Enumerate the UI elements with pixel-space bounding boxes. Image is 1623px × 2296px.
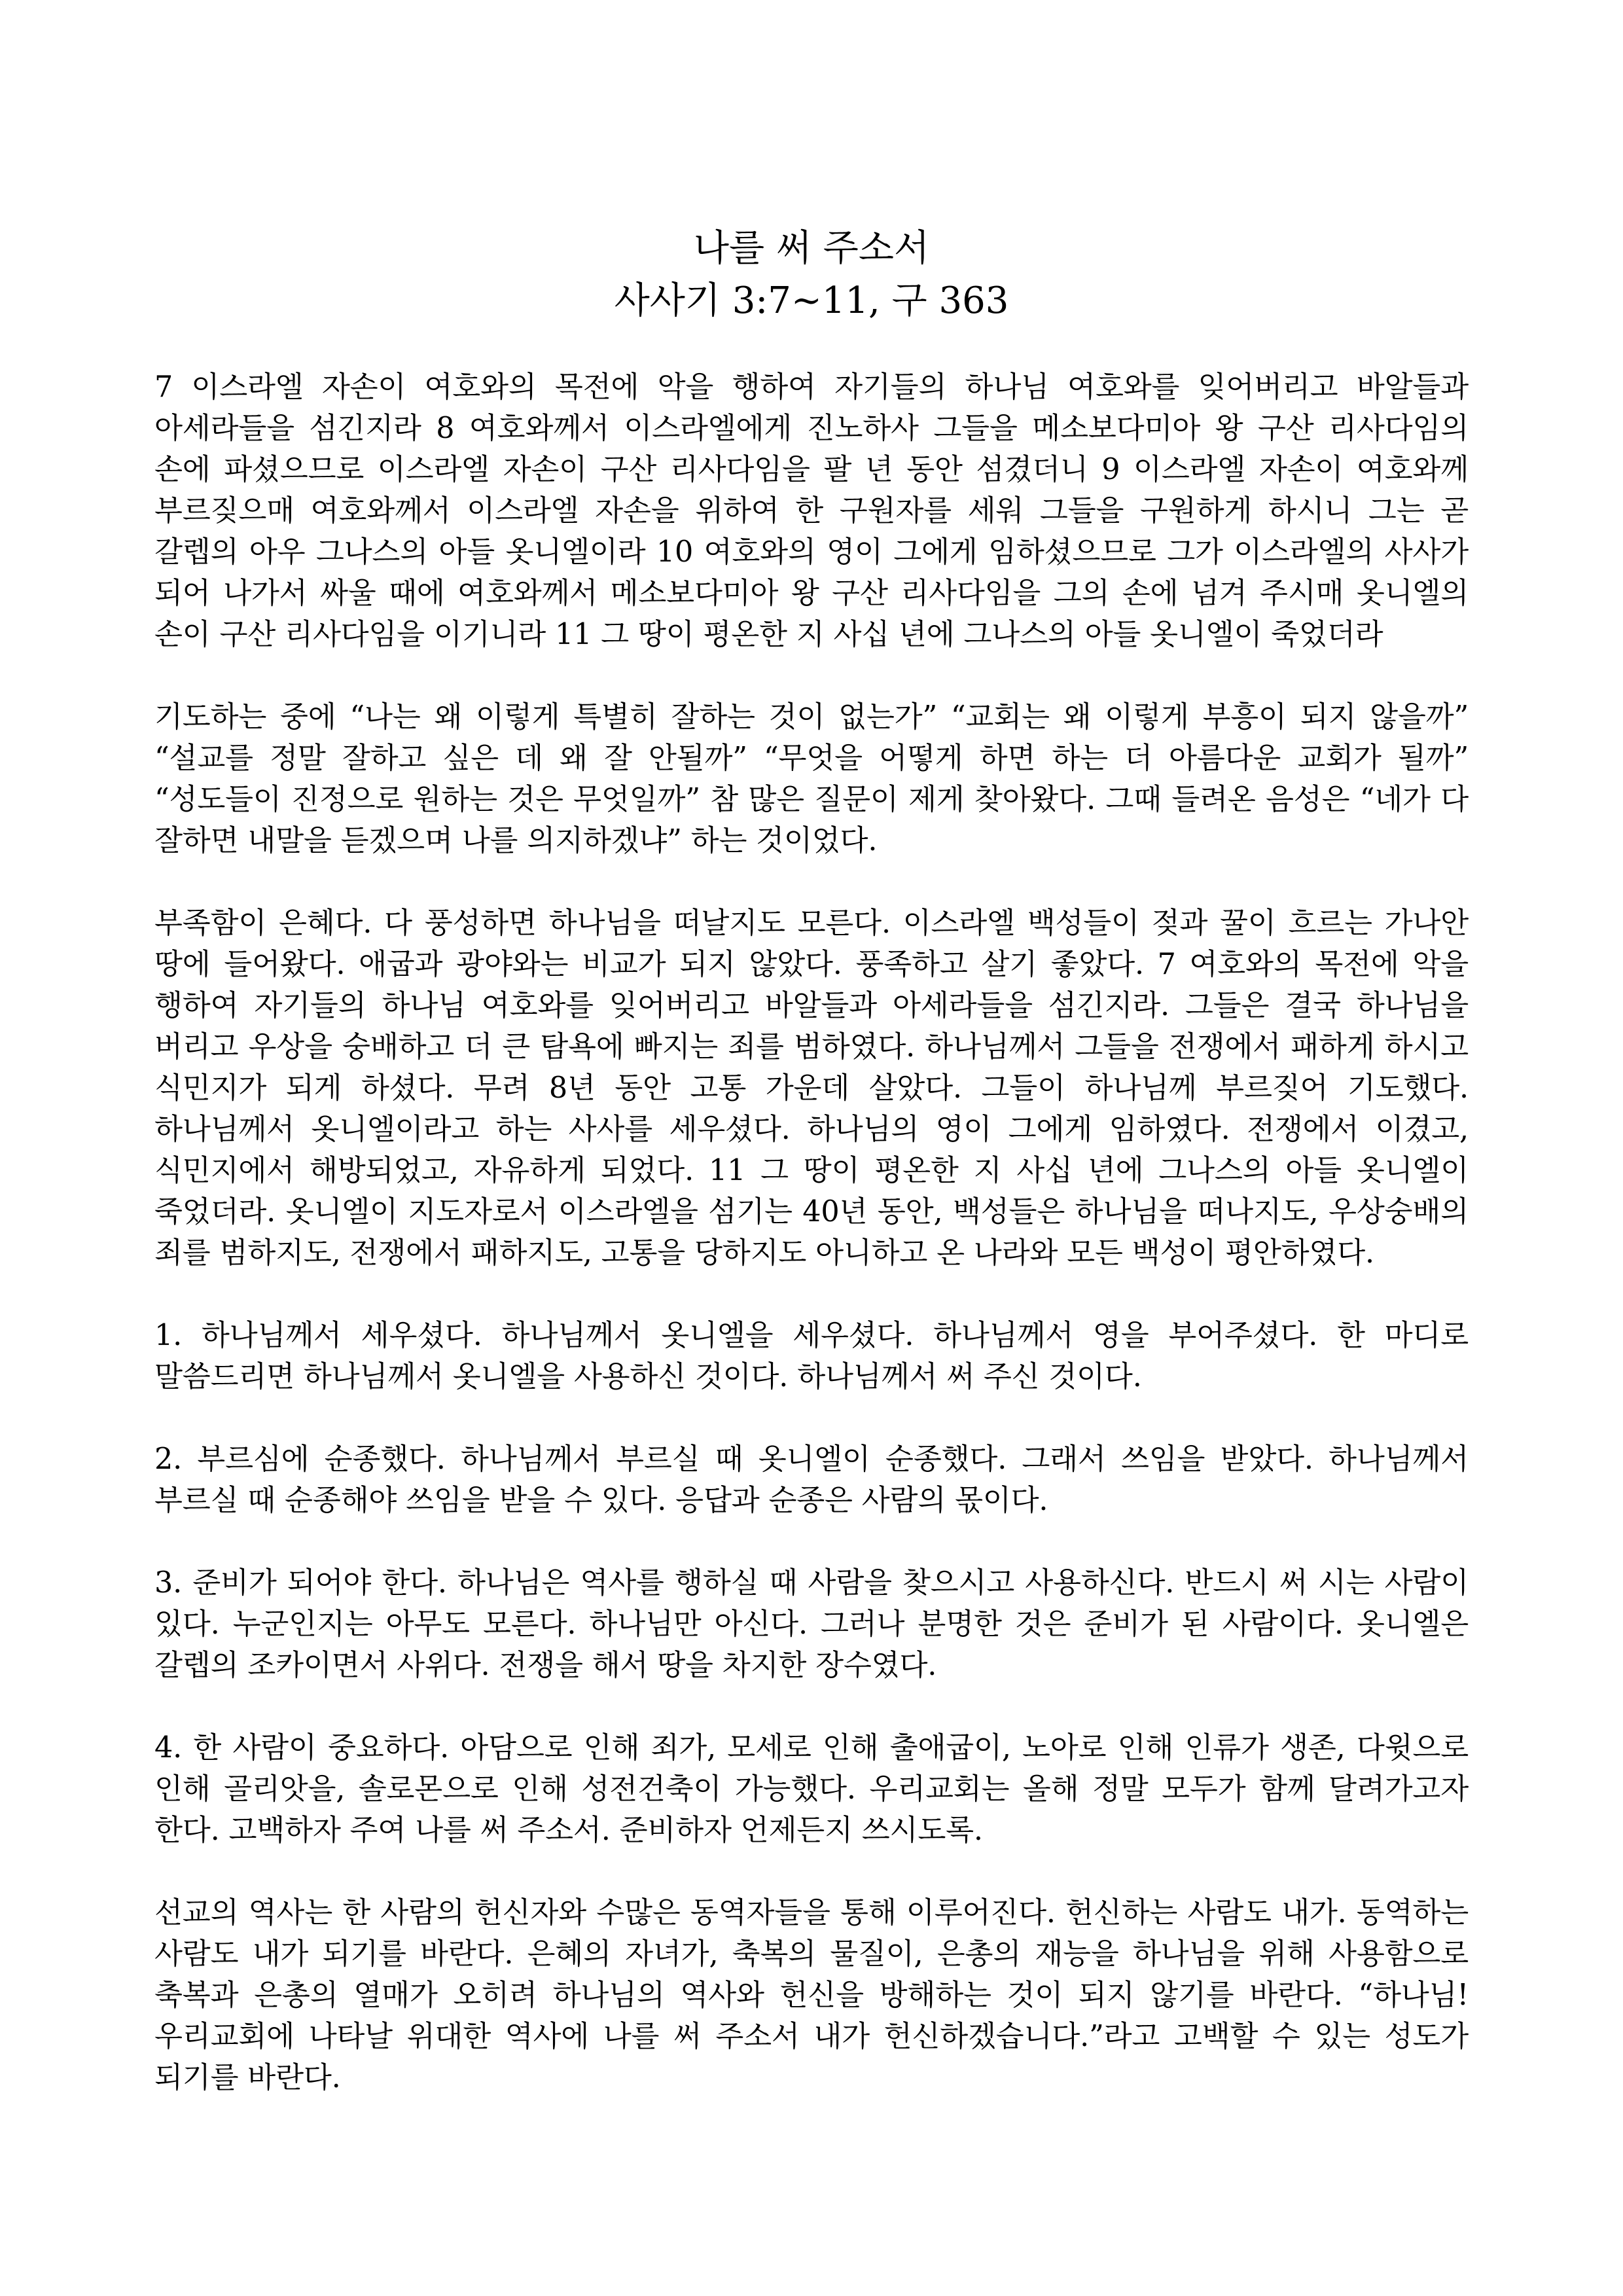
paragraph-point-3: 3. 준비가 되어야 한다. 하나님은 역사를 행하실 때 사람을 찾으시고 사용하신다. 반드시 써 시는 사람이 있다. 누군인지는 아무도 모른다. 하나님만 아신다. 그러나 분명한 것은 준비가 된 사람이다. 옷니엘은 갈렙의 조카이면서 사위다. 전쟁을 해서 땅을 차지한 장수였다. xyxy=(154,1566,1469,1682)
scripture-reference: 사사기 3:7~11, 구 363 xyxy=(614,279,1009,322)
paragraph-closing: 선교의 역사는 한 사람의 헌신자와 수많은 동역자들을 통해 이루어진다. 헌신하는 사람도 내가. 동역하는 사람도 내가 되기를 바란다. 은혜의 자녀가, 축복의 물질이, 은총의 재능을 하나님을 위해 사용함으로 축복과 은총의 열매가 오히려 하나님의 역사와 헌신을 방해하는 것이 되지 않기를 바란다. “하나님! 우리교회에 나타날 위대한 역사에 나를 써 주소서 내가 헌신하겠습니다.”라고 고백할 수 있는 성도가 되기를 바란다. xyxy=(154,1896,1469,2094)
paragraph-point-1: 1. 하나님께서 세우셨다. 하나님께서 옷니엘을 세우셨다. 하나님께서 영을 부어주셨다. 한 마디로 말씀드리면 하나님께서 옷니엘을 사용하신 것이다. 하나님께서 써 주신 것이다. xyxy=(154,1319,1469,1393)
paragraph-prayer: 기도하는 중에 “나는 왜 이렇게 특별히 잘하는 것이 없는가” “교회는 왜 이렇게 부흥이 되지 않을까” “설교를 정말 잘하고 싶은 데 왜 잘 안될까” “무엇을 어떻게 하면 하는 더 아름다운 교회가 될까” “성도들이 진정으로 원하는 것은 무엇일까” 참 많은 질문이 제게 찾아왔다. 그때 들려온 음성은 “네가 다 잘하면 내말을 듣겠으며 나를 의지하겠냐” 하는 것이었다. xyxy=(154,700,1469,857)
paragraph-point-2: 2. 부르심에 순종했다. 하나님께서 부르실 때 옷니엘이 순종했다. 그래서 쓰임을 받았다. 하나님께서 부르실 때 순종해야 쓰임을 받을 수 있다. 응답과 순종은 사람의 몫이다. xyxy=(154,1443,1469,1517)
paragraph-point-4: 4. 한 사람이 중요하다. 아담으로 인해 죄가, 모세로 인해 출애굽이, 노아로 인해 인류가 생존, 다윗으로 인해 골리앗을, 솔로몬으로 인해 성전건축이 가능했다. 우리교회는 올해 정말 모두가 함께 달려가고자 한다. 고백하자 주여 나를 써 주소서. 준비하자 언제든지 쓰시도록. xyxy=(154,1731,1469,1847)
document-page xyxy=(154,223,1469,2140)
paragraph-scripture: 7 이스라엘 자손이 여호와의 목전에 악을 행하여 자기들의 하나님 여호와를 잊어버리고 바알들과 아세라들을 섬긴지라 8 여호와께서 이스라엘에게 진노하사 그들을 메소보다미아 왕 구산 리사다임의 손에 파셨으므로 이스라엘 자손이 구산 리사다임을 팔 년 동안 섬겼더니 9 이스라엘 자손이 여호와께 부르짖으매 여호와께서 이스라엘 자손을 위하여 한 구원자를 세워 그들을 구원하게 하시니 그는 곧 갈렙의 아우 그나스의 아들 옷니엘이라 10 여호와의 영이 그에게 임하셨으므로 그가 이스라엘의 사사가 되어 나가서 싸울 때에 여호와께서 메소보다미아 왕 구산 리사다임을 그의 손에 넘겨 주시매 옷니엘의 손이 구산 리사다임을 이기니라 11 그 땅이 평온한 지 사십 년에 그나스의 아들 옷니엘이 죽었더라 xyxy=(154,370,1469,651)
paragraph-grace: 부족함이 은혜다. 다 풍성하면 하나님을 떠날지도 모른다. 이스라엘 백성들이 젖과 꿀이 흐르는 가나안 땅에 들어왔다. 애굽과 광야와는 비교가 되지 않았다. 풍족하고 살기 좋았다. 7 여호와의 목전에 악을 행하여 자기들의 하나님 여호와를 잊어버리고 바알들과 아세라들을 섬긴지라. 그들은 결국 하나님을 버리고 우상을 숭배하고 더 큰 탐욕에 빠지는 죄를 범하였다. 하나님께서 그들을 전쟁에서 패하게 하시고 식민지가 되게 하셨다. 무려 8년 동안 고통 가운데 살았다. 그들이 하나님께 부르짖어 기도했다. 하나님께서 옷니엘이라고 하는 사사를 세우셨다. 하나님의 영이 그에게 임하였다. 전쟁에서 이겼고, 식민지에서 해방되었고, 자유하게 되었다. 11 그 땅이 평온한 지 사십 년에 그나스의 아들 옷니엘이 죽었더라. 옷니엘이 지도자로서 이스라엘을 섬기는 40년 동안, 백성들은 하나님을 떠나지도, 우상숭배의 죄를 범하지도, 전쟁에서 패하지도, 고통을 당하지도 아니하고 온 나라와 모든 백성이 평안하였다. xyxy=(154,906,1469,1270)
title-block xyxy=(154,223,1469,327)
page-title: 나를 써 주소서 xyxy=(693,227,930,270)
